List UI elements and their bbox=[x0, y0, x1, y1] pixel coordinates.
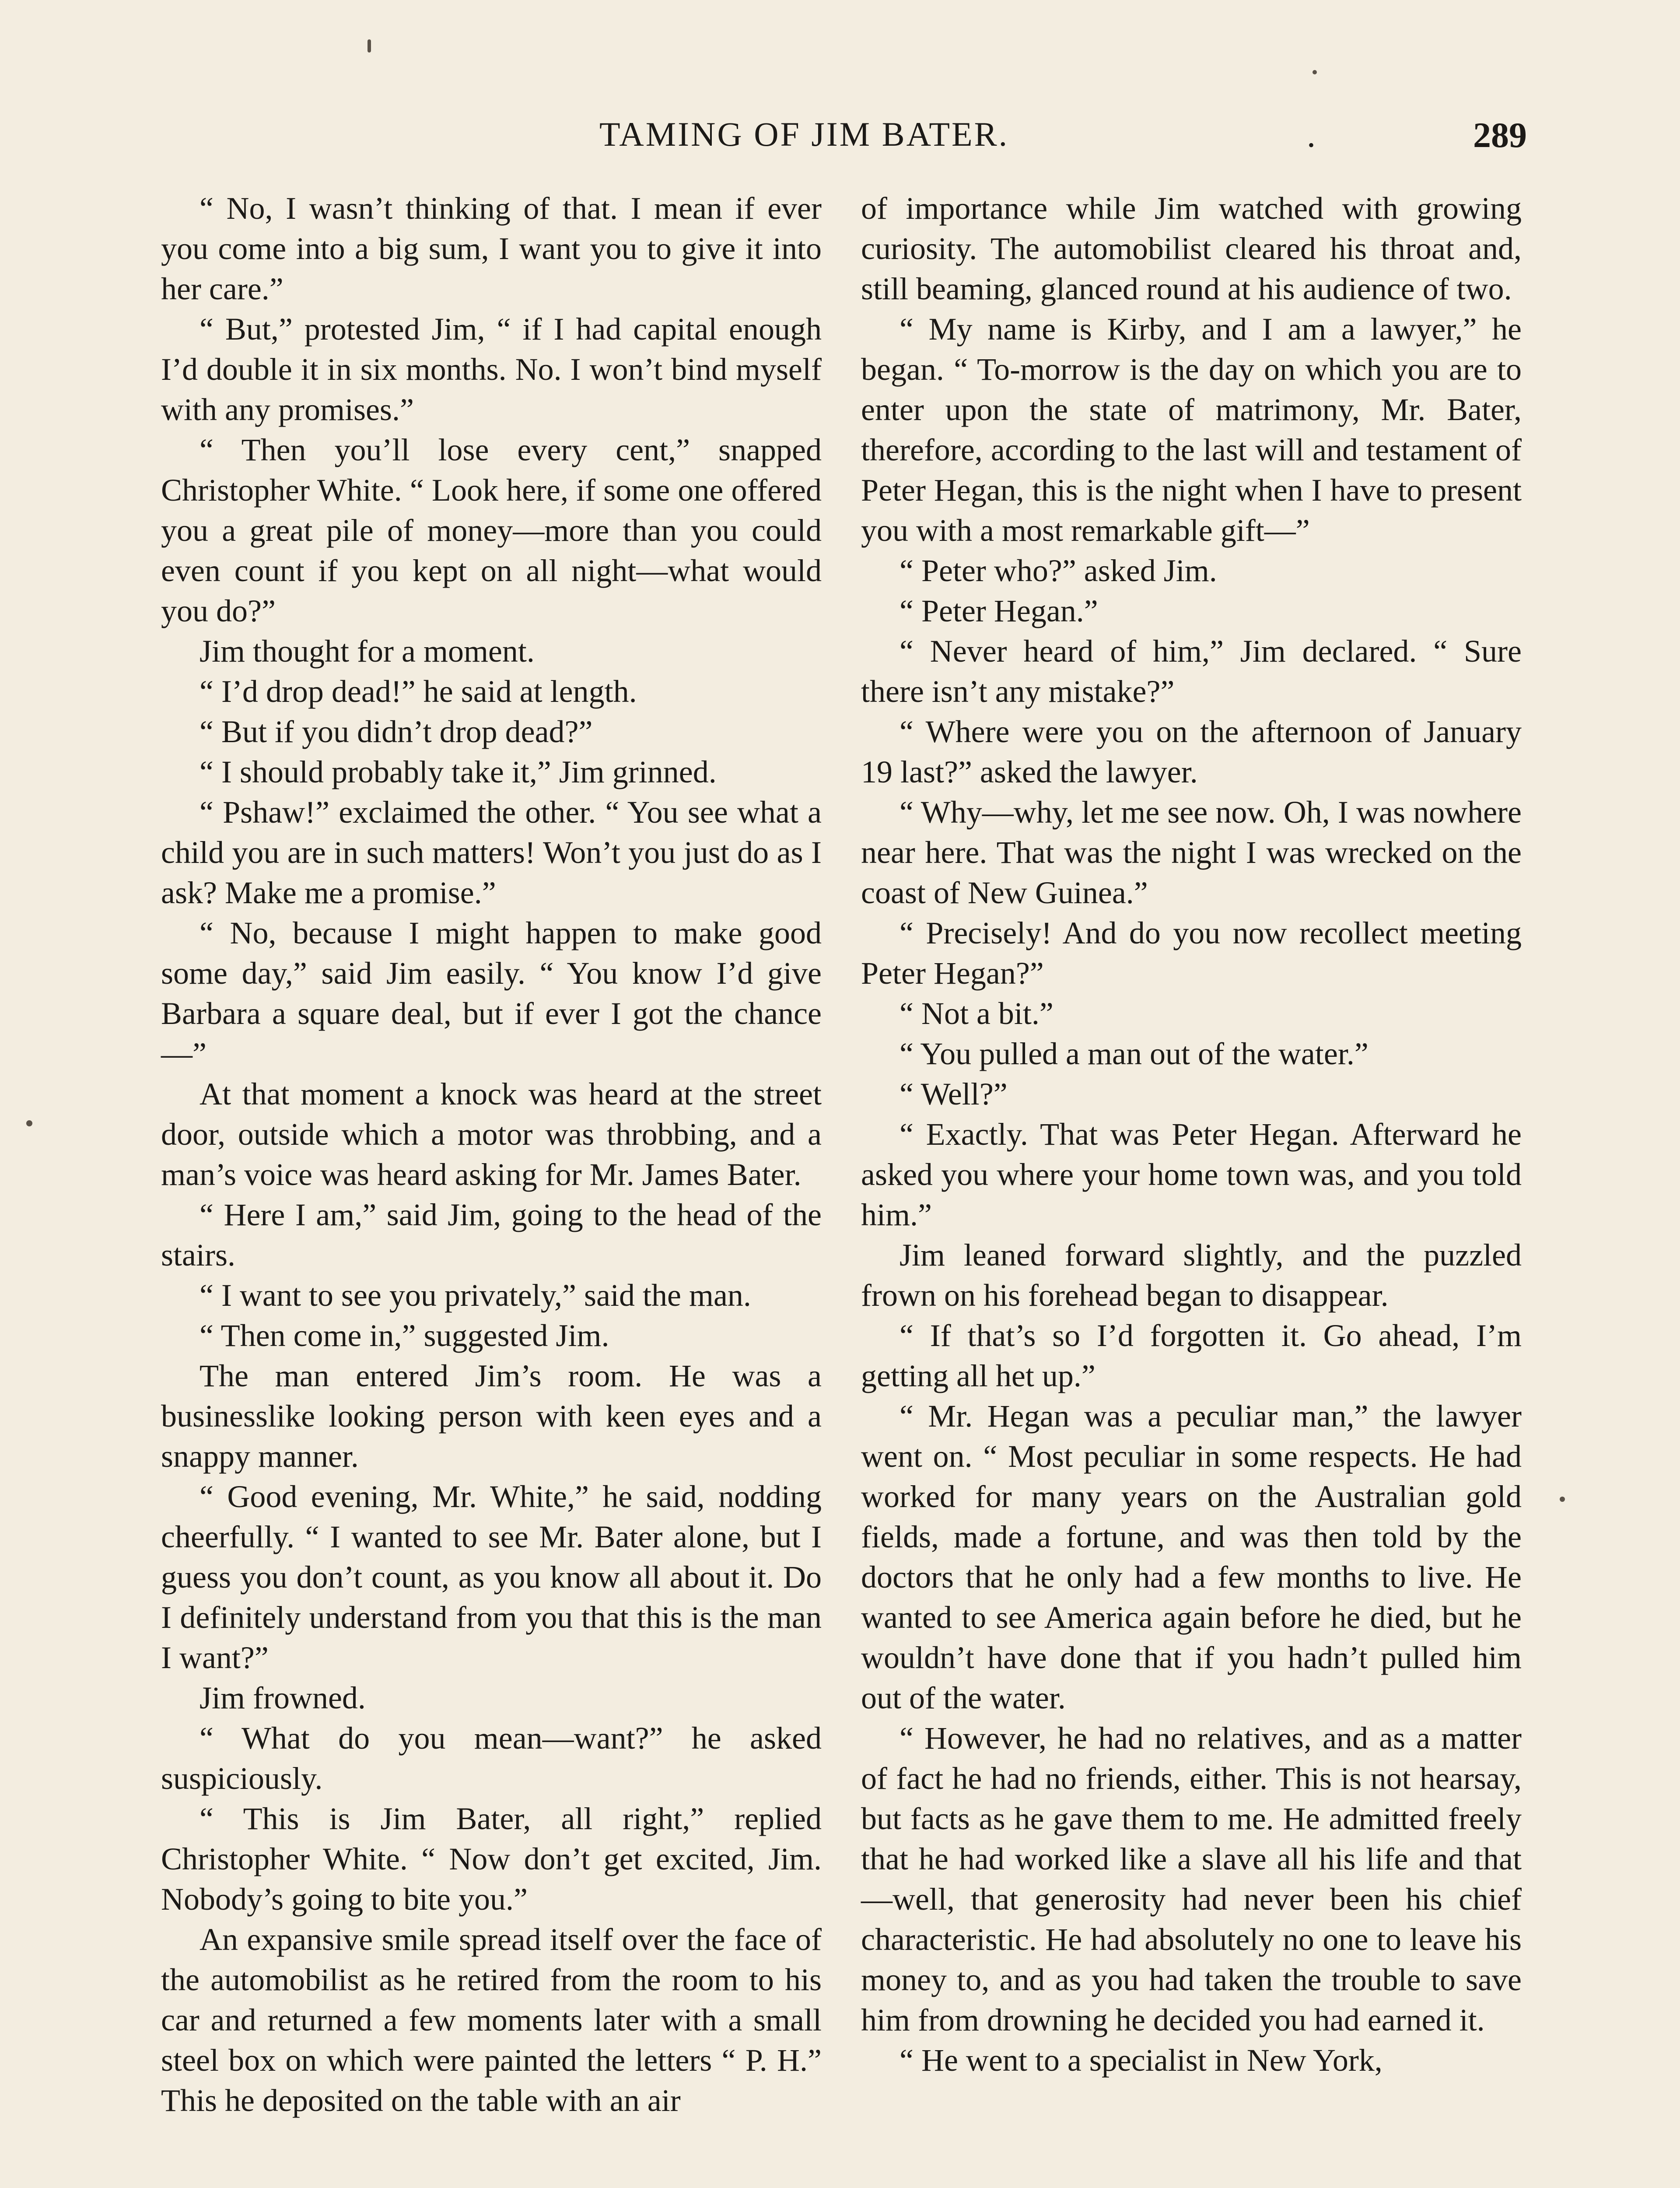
paragraph: “ Then you’ll lose every cent,” snapped Christopher White. “ Look here, if some one offered you a great pile of money—more than you could even count if you kept on all night—what would you do?” bbox=[161, 432, 822, 628]
left-column bbox=[161, 188, 822, 2121]
paragraph: Jim thought for a moment. bbox=[200, 634, 535, 669]
paragraph: “ Never heard of him,” Jim declared. “ Sure there isn’t any mistake?” bbox=[861, 634, 1522, 709]
paper-speck bbox=[1312, 70, 1317, 74]
paragraph: “ What do you mean—want?” he asked suspiciously. bbox=[161, 1721, 822, 1796]
right-column bbox=[861, 188, 1522, 2080]
paragraph: At that moment a knock was heard at the street door, outside which a motor was throbbing, and a man’s voice was heard asking for Mr. James Bater. bbox=[161, 1076, 822, 1192]
paper-speck bbox=[368, 39, 371, 53]
paragraph: An expansive smile spread itself over the face of the automobilist as he retired from the room to his car and returned a few moments later with a small steel box on which were painted the letters “ P. H.” This he deposited on the table with an air bbox=[161, 1922, 822, 2118]
page-header bbox=[162, 115, 1527, 167]
paragraph: “ I want to see you privately,” said the man. bbox=[200, 1278, 751, 1313]
paragraph: “ Precisely! And do you now recollect meeting Peter Hegan?” bbox=[861, 915, 1522, 991]
paragraph: “ Well?” bbox=[900, 1076, 1008, 1112]
paragraph: “ You pulled a man out of the water.” bbox=[900, 1036, 1368, 1071]
paragraph: of importance while Jim watched with growing curiosity. The automobilist cleared his throat and, still beaming, glanced round at his audience of two. bbox=[861, 191, 1522, 306]
paragraph: “ No, I wasn’t thinking of that. I mean if ever you come into a big sum, I want you to give it into her care.” bbox=[161, 191, 822, 306]
page-number: 289 bbox=[1473, 115, 1527, 155]
paragraph: Jim leaned forward slightly, and the puzzled frown on his forehead began to disappear. bbox=[861, 1238, 1522, 1313]
paragraph: “ Here I am,” said Jim, going to the head of the stairs. bbox=[161, 1197, 822, 1273]
paragraph: “ Not a bit.” bbox=[900, 996, 1054, 1031]
paragraph: “ Then come in,” suggested Jim. bbox=[200, 1318, 609, 1353]
paragraph: “ Why—why, let me see now. Oh, I was nowhere near here. That was the night I was wrecked on the coast of New Guinea.” bbox=[861, 795, 1522, 910]
paragraph: “ But if you didn’t drop dead?” bbox=[200, 714, 593, 749]
paragraph: “ Good evening, Mr. White,” he said, nodding cheerfully. “ I wanted to see Mr. Bater alone, but I guess you don’t count, as you know all about it. Do I definitely understand from you that this is the man I want?” bbox=[161, 1479, 822, 1675]
paragraph: “ My name is Kirby, and I am a lawyer,” he began. “ To-morrow is the day on which you are to enter upon the state of matrimony, Mr. Bater, therefore, according to the last will and testament of Peter Hegan, this is the night when I have to present you with a most remarkable gift—” bbox=[861, 312, 1522, 548]
paragraph: “ Pshaw!” exclaimed the other. “ You see what a child you are in such matters! Won’t you just do as I ask? Make me a promise.” bbox=[161, 795, 822, 910]
paragraph: “ Peter who?” asked Jim. bbox=[900, 553, 1217, 588]
paragraph: Jim frowned. bbox=[200, 1680, 366, 1715]
paragraph: “ I’d drop dead!” he said at length. bbox=[200, 674, 637, 709]
paragraph: “ Mr. Hegan was a peculiar man,” the lawyer went on. “ Most peculiar in some respects. He had worked for many years on the Australian gold fields, made a fortune, and was then told by the doctors that he only had a few months to live. He wanted to see America again before he died, but he wouldn’t have done that if you hadn’t pulled him out of the water. bbox=[861, 1399, 1522, 1715]
paragraph: “ If that’s so I’d forgotten it. Go ahead, I’m getting all het up.” bbox=[861, 1318, 1522, 1393]
paper-speck bbox=[26, 1120, 32, 1126]
printer-mark: • bbox=[1308, 135, 1315, 155]
paragraph: “ He went to a specialist in New York, bbox=[900, 2043, 1382, 2078]
paper-speck bbox=[1560, 1497, 1565, 1502]
paragraph: “ Where were you on the afternoon of January 19 last?” asked the lawyer. bbox=[861, 714, 1522, 789]
paragraph: “ No, because I might happen to make good some day,” said Jim easily. “ You know I’d give Barbara a square deal, but if ever I got the chance—” bbox=[161, 915, 822, 1071]
paragraph: “ Peter Hegan.” bbox=[900, 593, 1098, 628]
running-title: TAMING OF JIM BATER. bbox=[599, 115, 1009, 153]
paragraph: “ I should probably take it,” Jim grinned. bbox=[200, 754, 717, 789]
paragraph: The man entered Jim’s room. He was a businesslike looking person with keen eyes and a snappy manner. bbox=[161, 1358, 822, 1474]
paragraph: “ Exactly. That was Peter Hegan. Afterward he asked you where your home town was, and you told him.” bbox=[861, 1117, 1522, 1232]
paragraph: “ However, he had no relatives, and as a matter of fact he had no friends, either. This is not hearsay, but facts as he gave them to me. He admitted freely that he had worked like a slave all his life and that—well, that generosity had never been his chief characteristic. He had absolutely no one to leave his money to, and as you had taken the trouble to save him from drowning he decided you had earned it. bbox=[861, 1721, 1522, 2037]
paragraph: “ But,” protested Jim, “ if I had capital enough I’d double it in six months. No. I won’t bind myself with any promises.” bbox=[161, 312, 822, 427]
paragraph: “ This is Jim Bater, all right,” replied Christopher White. “ Now don’t get excited, Jim. Nobody’s going to bite you.” bbox=[161, 1801, 822, 1917]
